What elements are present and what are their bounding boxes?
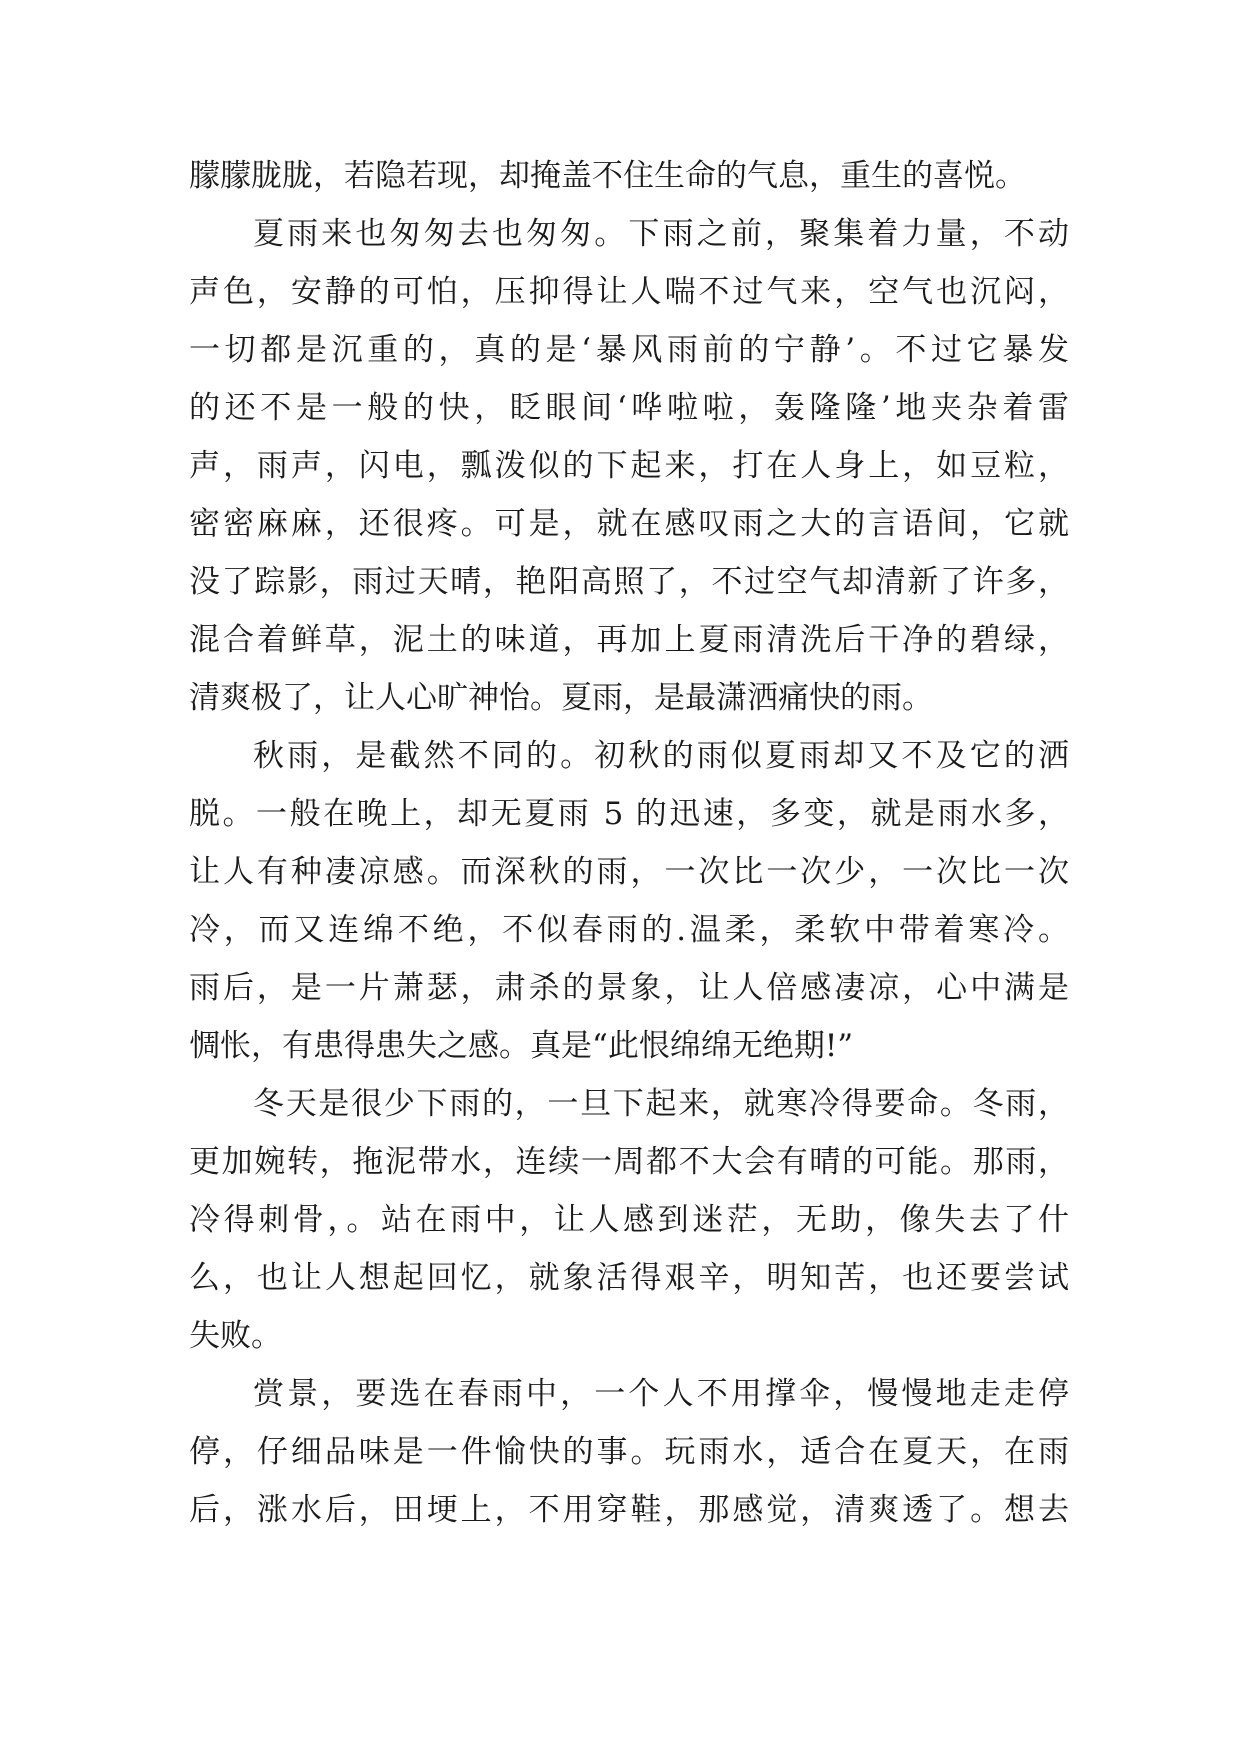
text-line: 么，也让人想起回忆，就象活得艰辛，明知苦，也还要尝试 — [189, 1260, 1069, 1296]
text-line: 一切都是沉重的，真的是‘暴风雨前的宁静’。不过它暴发 — [189, 332, 1069, 368]
text-line: 雨后，是一片萧瑟，肃杀的景象，让人倍感凄凉，心中满是 — [189, 970, 1069, 1006]
text-line: 赏景，要选在春雨中，一个人不用撑伞，慢慢地走走停 — [253, 1376, 1069, 1412]
text-line: 冷得刺骨，。站在雨中，让人感到迷茫，无助，像失去了什 — [189, 1202, 1069, 1238]
text-line: 朦朦胧胧，若隐若现，却掩盖不住生命的气息，重生的喜悦。 — [189, 158, 1026, 194]
text-line: 更加婉转，拖泥带水，连续一周都不大会有晴的可能。那雨， — [189, 1144, 1069, 1180]
text-line: 声，雨声，闪电，瓢泼似的下起来，打在人身上，如豆粒， — [189, 448, 1069, 484]
text-line: 清爽极了，让人心旷神怡。夏雨，是最潇洒痛快的雨。 — [189, 680, 933, 716]
text-line: 后，涨水后，田埂上，不用穿鞋，那感觉，清爽透了。想去 — [189, 1492, 1069, 1528]
text-line: 夏雨来也匆匆去也匆匆。下雨之前，聚集着力量，不动 — [253, 216, 1069, 252]
text-line: 惆怅，有患得患失之感。真是“此恨绵绵无绝期!” — [189, 1028, 854, 1064]
text-line: 停，仔细品味是一件愉快的事。玩雨水，适合在夏天，在雨 — [189, 1434, 1069, 1470]
text-line: 脱。一般在晚上，却无夏雨 5 的迅速，多变，就是雨水多， — [189, 796, 1069, 832]
text-line: 冷，而又连绵不绝，不似春雨的.温柔，柔软中带着寒冷。 — [189, 912, 1069, 948]
text-line: 的还不是一般的快，眨眼间‘哗啦啦，轰隆隆’地夹杂着雷 — [189, 390, 1069, 426]
text-line: 失败。 — [189, 1318, 282, 1354]
text-line: 声色，安静的可怕，压抑得让人喘不过气来，空气也沉闷， — [189, 274, 1069, 310]
text-line: 混合着鲜草，泥土的味道，再加上夏雨清洗后干净的碧绿， — [189, 622, 1069, 658]
text-line: 冬天是很少下雨的，一旦下起来，就寒冷得要命。冬雨， — [253, 1086, 1069, 1122]
text-line: 密密麻麻，还很疼。可是，就在感叹雨之大的言语间，它就 — [189, 506, 1069, 542]
text-line: 没了踪影，雨过天晴，艳阳高照了，不过空气却清新了许多， — [189, 564, 1069, 600]
body-text — [189, 147, 1069, 1539]
text-line: 让人有种凄凉感。而深秋的雨，一次比一次少，一次比一次 — [189, 854, 1069, 890]
text-line: 秋雨，是截然不同的。初秋的雨似夏雨却又不及它的洒 — [253, 738, 1069, 774]
